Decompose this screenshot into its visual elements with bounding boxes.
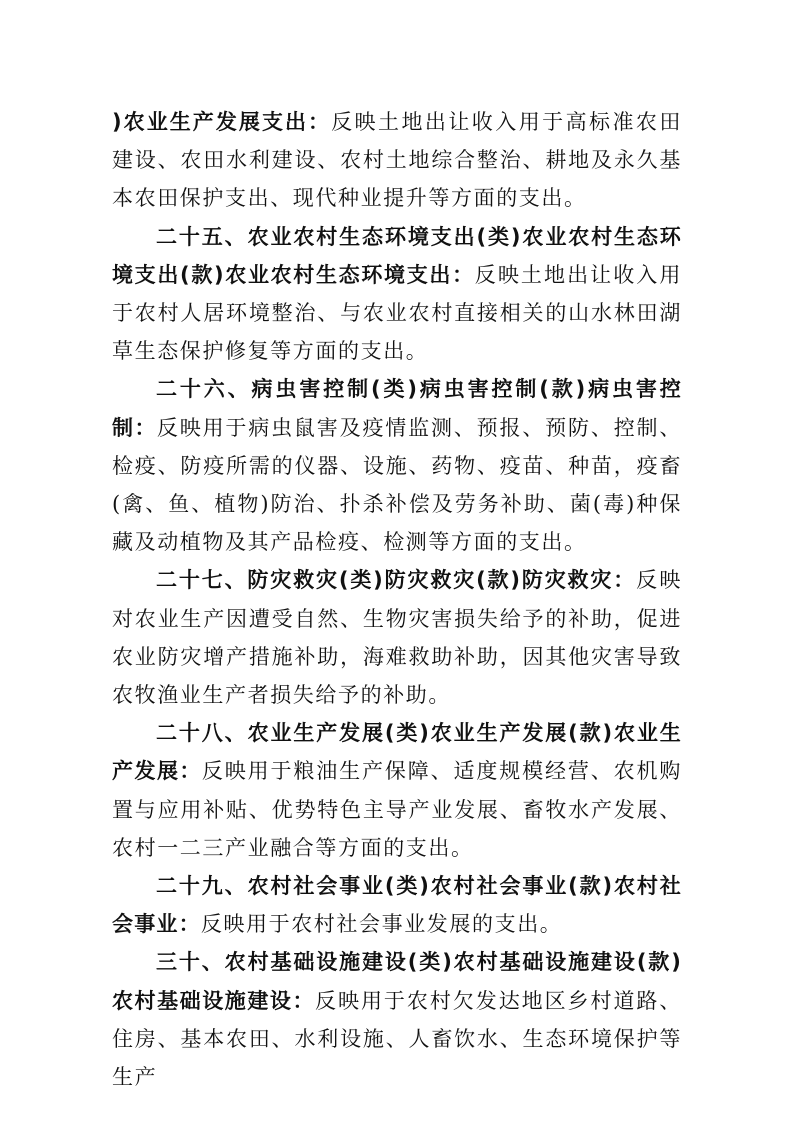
paragraph-heading: 三十、农村基础设施建设(类)农村基础设施建设(款)农村基础设施建设： [112,950,682,1013]
paragraph-body: 反映用于粮油生产保障、适度规模经营、农机购置与应用补贴、优势特色主导产业发展、畜牧水产发展、农村一二三产业融合等方面的支出。 [112,759,682,860]
paragraph-body: 反映对农业生产因遭受自然、生物灾害损失给予的补助，促进农业防灾增产措施补助，海难救助补助，因其他灾害导致农牧渔业生产者损失给予的补助。 [112,568,682,708]
paragraph-item-30 [112,943,682,1096]
paragraph-body: 反映用于农村社会事业发展的支出。 [200,912,563,937]
paragraph-item-29 [112,867,682,943]
paragraph-heading: 二十五、农业农村生态环境支出(类)农业农村生态环境支出(款)农业农村生态环境支出： [112,224,682,287]
paragraph-item-25 [112,218,682,371]
paragraph-heading: 二十七、防灾救灾(类)防灾救灾(款)防灾救灾： [156,568,637,593]
paragraph-body: 反映用于农村欠发达地区乡村道路、住房、基本农田、水利设施、人畜饮水、生态环境保护等生产 [112,988,682,1090]
paragraph-body: 反映土地出让收入用于农村人居环境整治、与农业农村直接相关的山水林田湖草生态保护修复等方面的支出。 [112,262,682,364]
paragraph-body: 反映土地出让收入用于高标准农田建设、农田水利建设、农村土地综合整治、耕地及永久基本农田保护支出、现代种业提升等方面的支出。 [112,110,682,211]
paragraph-heading: 二十六、病虫害控制(类)病虫害控制(款)病虫害控制： [112,377,682,440]
paragraph-body: 反映用于病虫鼠害及疫情监测、预报、预防、控制、检疫、防疫所需的仪器、设施、药物、疫苗、种苗，疫畜(禽、鱼、植物)防治、扑杀补偿及劳务补助、菌(毒)种保藏及动植物及其产品检疫、检测等方面的支出。 [112,415,682,555]
paragraph-item-28 [112,714,682,867]
paragraph-heading: 二十八、农业生产发展(类)农业生产发展(款)农业生产发展： [112,721,682,784]
document-page [112,103,682,1096]
paragraph-agri-production-expenditure [112,103,682,218]
paragraph-item-27 [112,561,682,714]
paragraph-heading: )农业生产发展支出： [112,110,332,134]
paragraph-heading: 二十九、农村社会事业(类)农村社会事业(款)农村社会事业： [112,874,682,937]
paragraph-item-26 [112,370,682,561]
